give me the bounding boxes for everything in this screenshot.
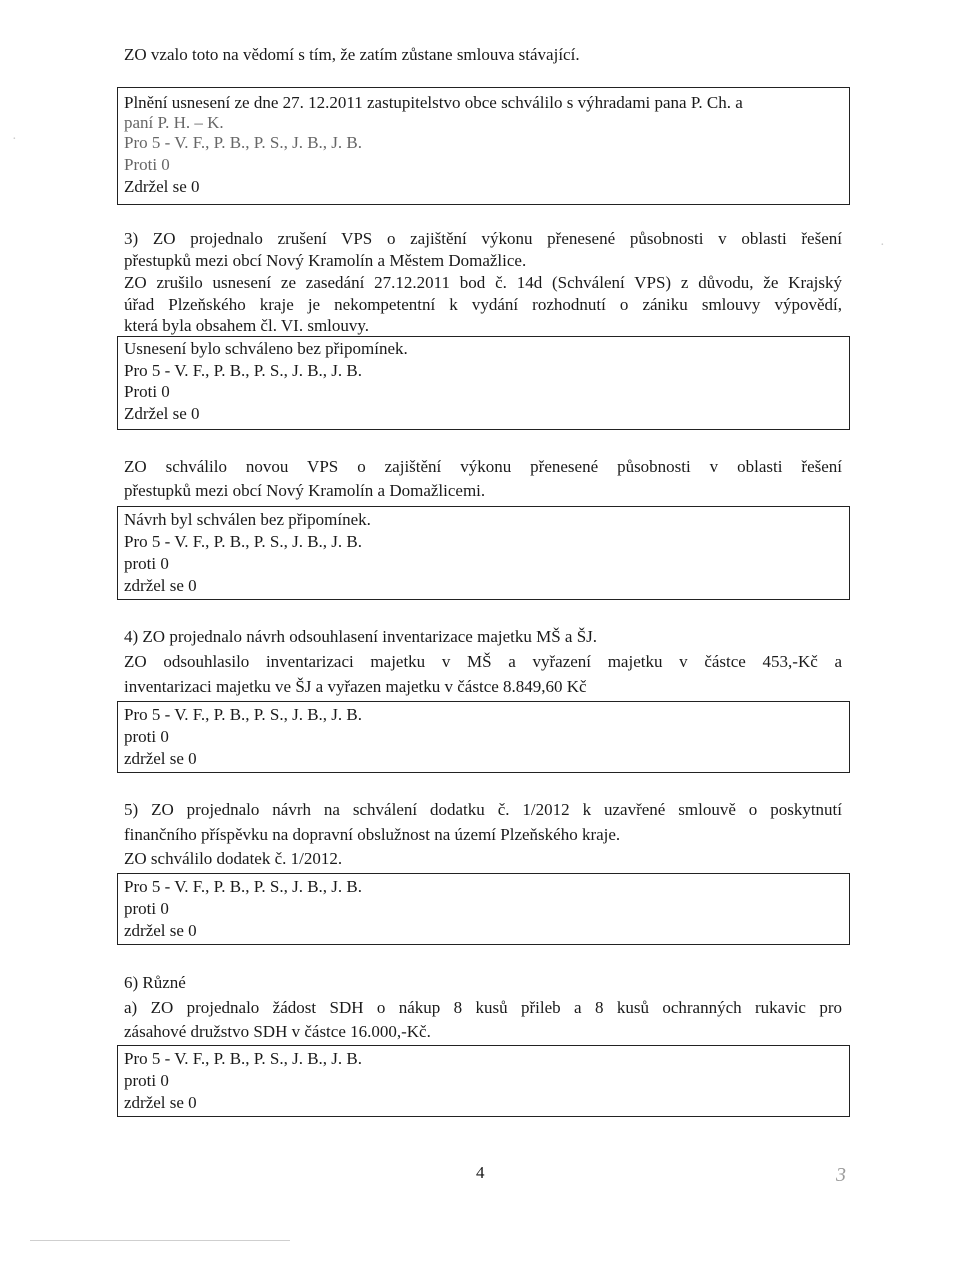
item3-line-1: 3) ZO projednalo zrušení VPS o zajištění výkonu přenesené působnosti v oblasti řešení xyxy=(124,229,842,248)
vote-box-4 xyxy=(117,701,850,773)
box1-line-2: paní P. H. – K. xyxy=(124,113,224,132)
vote-box-6 xyxy=(117,1045,850,1117)
box3-votes-against: proti 0 xyxy=(124,554,169,573)
item3-line-2: přestupků mezi obcí Nový Kramolín a Městem Domažlice. xyxy=(124,251,527,270)
box6-abstain: zdržel se 0 xyxy=(124,1093,197,1112)
box1-votes-for: Pro 5 - V. F., P. B., P. S., J. B., J. B. xyxy=(124,133,362,152)
box3-abstain: zdržel se 0 xyxy=(124,576,197,595)
box1-line-1: Plnění usnesení ze dne 27. 12.2011 zastupitelstvo obce schválilo s výhradami pana P. Ch. a xyxy=(124,93,743,112)
page-number: 4 xyxy=(476,1163,485,1182)
scan-speck: · xyxy=(12,132,17,147)
box6-votes-against: proti 0 xyxy=(124,1071,169,1090)
box5-votes-against: proti 0 xyxy=(124,899,169,918)
box2-resolution: Usnesení bylo schváleno bez připomínek. xyxy=(124,339,408,358)
vps-line-2: přestupků mezi obcí Nový Kramolín a Domažlicemi. xyxy=(124,481,486,500)
vote-box-1 xyxy=(117,87,850,205)
item3-line-3: ZO zrušilo usnesení ze zasedání 27.12.2011 bod č. 14d (Schválení VPS) z důvodu, že Krajský xyxy=(124,273,842,292)
box3-votes-for: Pro 5 - V. F., P. B., P. S., J. B., J. B. xyxy=(124,532,362,551)
vote-box-5 xyxy=(117,873,850,945)
box1-abstain: Zdržel se 0 xyxy=(124,177,200,196)
vote-box-3 xyxy=(117,506,850,600)
box4-votes-against: proti 0 xyxy=(124,727,169,746)
box1-votes-against: Proti 0 xyxy=(124,155,170,174)
box5-abstain: zdržel se 0 xyxy=(124,921,197,940)
box2-votes-for: Pro 5 - V. F., P. B., P. S., J. B., J. B. xyxy=(124,361,362,380)
item3-line-5: která byla obsahem čl. VI. smlouvy. xyxy=(124,316,370,335)
item4-line-2: ZO odsouhlasilo inventarizaci majetku v MŠ a vyřazení majetku v částce 453,-Kč a xyxy=(124,652,842,671)
item4-line-1: 4) ZO projednalo návrh odsouhlasení inventarizace majetku MŠ a ŠJ. xyxy=(124,627,598,646)
pencil-page-mark: 3 xyxy=(836,1164,846,1186)
box4-abstain: zdržel se 0 xyxy=(124,749,197,768)
item3-line-4: úřad Plzeňského kraje je nekompetentní k vydání rozhodnutí o zániku smlouvy výpovědí, xyxy=(124,295,842,314)
item6-line-1: a) ZO projednalo žádost SDH o nákup 8 kusů přileb a 8 kusů ochranných rukavic pro xyxy=(124,998,842,1017)
box5-votes-for: Pro 5 - V. F., P. B., P. S., J. B., J. B. xyxy=(124,877,362,896)
item6-heading: 6) Různé xyxy=(124,973,186,992)
box6-votes-for: Pro 5 - V. F., P. B., P. S., J. B., J. B. xyxy=(124,1049,362,1068)
item5-line-1: 5) ZO projednalo návrh na schválení dodatku č. 1/2012 k uzavřené smlouvě o poskytnutí xyxy=(124,800,842,819)
box4-votes-for: Pro 5 - V. F., P. B., P. S., J. B., J. B. xyxy=(124,705,362,724)
item5-line-2: finančního příspěvku na dopravní obslužnost na území Plzeňského kraje. xyxy=(124,825,621,844)
scan-rule xyxy=(30,1240,290,1241)
item4-line-3: inventarizaci majetku ve ŠJ a vyřazen majetku v částce 8.849,60 Kč xyxy=(124,677,587,696)
item5-line-3: ZO schválilo dodatek č. 1/2012. xyxy=(124,849,343,868)
vote-box-2 xyxy=(117,336,850,430)
scan-speck: · xyxy=(880,238,885,253)
item6-line-2: zásahové družstvo SDH v částce 16.000,-Kč. xyxy=(124,1022,431,1041)
box2-abstain: Zdržel se 0 xyxy=(124,404,200,423)
box3-proposal: Návrh byl schválen bez připomínek. xyxy=(124,510,371,529)
box2-votes-against: Proti 0 xyxy=(124,382,170,401)
intro-text: ZO vzalo toto na vědomí s tím, že zatím zůstane smlouva stávající. xyxy=(124,45,580,64)
vps-line-1: ZO schválilo novou VPS o zajištění výkonu přenesené působnosti v oblasti řešení xyxy=(124,457,842,476)
